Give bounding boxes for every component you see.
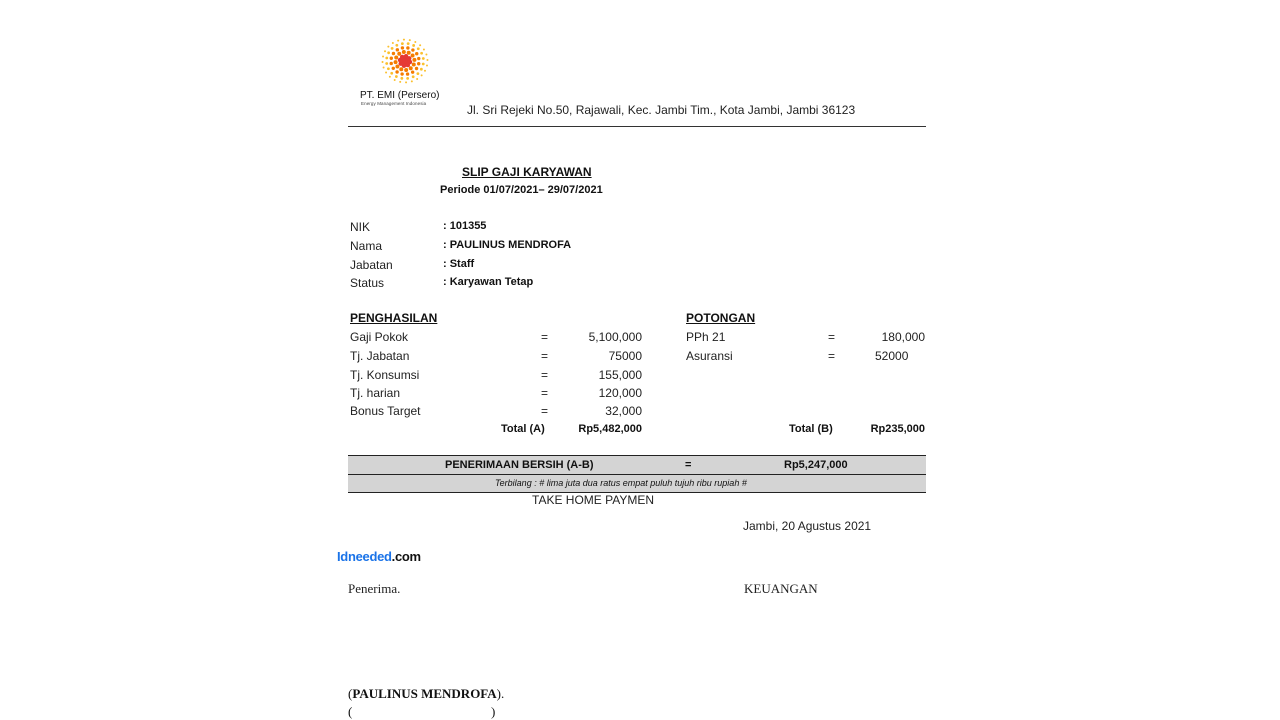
income-item-label: Gaji Pokok (350, 330, 409, 344)
logo-dot (407, 56, 412, 61)
receiver-name: PAULINUS MENDROFA (352, 686, 497, 701)
logo-dot (383, 67, 385, 69)
deduction-item-eq: = (828, 330, 836, 344)
company-address: Jl. Sri Rejeki No.50, Rajawali, Kec. Jambi Tim., Kota Jambi, Jambi 36123 (467, 103, 856, 117)
net-pay-eq: = (685, 459, 692, 471)
income-item-amount: 5,100,000 (588, 330, 642, 344)
income-item-amount: 75000 (608, 349, 642, 363)
paren-close: ). (496, 686, 505, 701)
logo-dot (401, 42, 404, 45)
slip-periode: Periode 01/07/2021– 29/07/2021 (440, 184, 603, 196)
income-item-eq: = (541, 330, 549, 344)
logo-dot (395, 70, 398, 73)
logo-dot (385, 62, 388, 65)
logo-dot (405, 81, 407, 83)
nama-value: : PAULINUS MENDROFA (443, 239, 572, 251)
logo-dot (387, 67, 390, 70)
logo-dot (399, 81, 401, 83)
slip-title: SLIP GAJI KARYAWAN (462, 165, 592, 179)
receiver-signature-name (348, 686, 504, 702)
status-label: Status (350, 276, 385, 290)
logo-dot (384, 50, 386, 52)
income-total-label: Total (A) (501, 423, 545, 435)
finance-label: KEUANGAN (744, 581, 818, 596)
logo-dot (417, 62, 420, 65)
logo-dot (387, 51, 390, 54)
logo-dot (402, 50, 406, 54)
issue-date: Jambi, 20 Agustus 2021 (743, 519, 872, 533)
deductions-total-label: Total (B) (789, 423, 833, 435)
logo-dot (422, 57, 425, 60)
deduction-item-label: PPh 21 (686, 330, 726, 344)
income-item-label: Tj. Konsumsi (350, 368, 420, 382)
logo-dot (422, 63, 425, 66)
logo-dot (416, 72, 419, 75)
logo-dot (401, 46, 404, 49)
deduction-item-amount: 52000 (875, 349, 909, 363)
logo-dot (387, 46, 389, 48)
deduction-item-label: Asuransi (686, 349, 733, 363)
income-total-value: Rp5,482,000 (578, 423, 642, 435)
logo-dot (412, 58, 416, 62)
logo-dot (390, 57, 393, 60)
logo-dot (399, 67, 403, 71)
jabatan-label: Jabatan (350, 258, 393, 272)
logo-dot (394, 79, 396, 81)
logo-dot (394, 55, 398, 59)
logo-dot (382, 55, 384, 57)
income-item-eq: = (541, 349, 549, 363)
income-item-eq: = (541, 368, 549, 382)
nama-label: Nama (350, 239, 383, 253)
logo-dot (400, 72, 403, 75)
logo-dot (385, 72, 387, 74)
logo-dot (389, 76, 391, 78)
logo-dot (409, 39, 411, 41)
logo-dot (406, 77, 409, 80)
watermark-brand: Idneeded (337, 549, 392, 564)
logo-dot (414, 41, 416, 43)
logo-dot (415, 67, 418, 70)
logo-dot (409, 66, 413, 70)
logo-dot (415, 52, 418, 55)
logo-dot (412, 44, 415, 47)
logo-dot (392, 67, 395, 70)
logo-dot (394, 60, 398, 64)
logo-dot (392, 42, 394, 44)
logo-dot (385, 57, 388, 60)
logo-dot (411, 54, 415, 58)
deductions-total-value: Rp235,000 (870, 423, 925, 435)
logo-dot (397, 40, 399, 42)
net-pay-label: PENERIMAAN BERSIH (A-B) (445, 459, 594, 471)
net-pay-value: Rp5,247,000 (784, 459, 848, 471)
logo-dot (426, 65, 428, 67)
logo-dot (406, 72, 409, 75)
amount-in-words: Terbilang : # lima juta dua ratus empat puluh tujuh ribu rupiah # (495, 478, 747, 488)
logo-dot (423, 48, 425, 50)
logo-dot (395, 44, 398, 47)
logo-dot (419, 44, 421, 46)
logo-dot (407, 42, 410, 45)
logo-dot (400, 77, 403, 80)
status-value: : Karyawan Tetap (443, 276, 534, 288)
income-item-amount: 155,000 (598, 368, 642, 382)
finance-blank-open: ( (348, 704, 353, 719)
logo-dot (395, 64, 399, 68)
logo-dot (426, 59, 428, 61)
income-item-amount: 32,000 (605, 404, 642, 418)
logo-dot (424, 70, 426, 72)
logo-dot (407, 51, 411, 55)
company-logo (378, 37, 432, 85)
income-item-eq: = (541, 404, 549, 418)
logo-dot (425, 54, 427, 56)
logo-dot (420, 68, 423, 71)
logo-dot (412, 75, 415, 78)
take-home-pay-label: TAKE HOME PAYMEN (532, 493, 655, 507)
finance-blank-close: ) (491, 704, 496, 719)
deduction-item-amount: 180,000 (881, 330, 925, 344)
nik-value: : 101355 (443, 220, 487, 232)
income-item-eq: = (541, 386, 549, 400)
logo-dot (416, 78, 418, 80)
income-heading: PENGHASILAN (350, 311, 438, 325)
logo-dot (390, 72, 393, 75)
logo-dot (390, 62, 393, 65)
income-item-amount: 120,000 (598, 386, 642, 400)
logo-dot (396, 48, 399, 51)
logo-dot (382, 61, 384, 63)
income-item-label: Tj. Jabatan (350, 349, 410, 363)
paren-open: ( (348, 686, 353, 701)
logo-dot (420, 52, 423, 55)
logo-dot (395, 75, 398, 78)
logo-dot (411, 48, 414, 51)
company-name: PT. EMI (Persero) (360, 90, 440, 101)
logo-dot (403, 39, 405, 41)
logo-dot (417, 57, 420, 60)
net-pay-divider (348, 474, 926, 475)
nik-label: NIK (350, 220, 371, 234)
watermark-domain: .com (391, 549, 421, 564)
logo-dot (406, 46, 409, 49)
logo-dot (411, 80, 413, 82)
logo-dot (421, 74, 423, 76)
deduction-item-eq: = (828, 349, 836, 363)
logo-dot (392, 52, 395, 55)
header-divider (348, 126, 926, 127)
income-item-label: Tj. harian (350, 386, 401, 400)
logo-dot (412, 63, 416, 67)
deductions-heading: POTONGAN (686, 311, 756, 325)
logo-dot (417, 47, 420, 50)
logo-dot (391, 47, 394, 50)
income-item-label: Bonus Target (350, 404, 421, 418)
logo-dot (404, 68, 408, 72)
logo-dot (411, 70, 414, 73)
jabatan-value: : Staff (443, 258, 475, 270)
watermark (337, 549, 421, 564)
receiver-label: Penerima. (348, 581, 401, 596)
company-subtitle: Energy Management Indonesia (361, 101, 427, 106)
logo-dot (397, 52, 401, 56)
